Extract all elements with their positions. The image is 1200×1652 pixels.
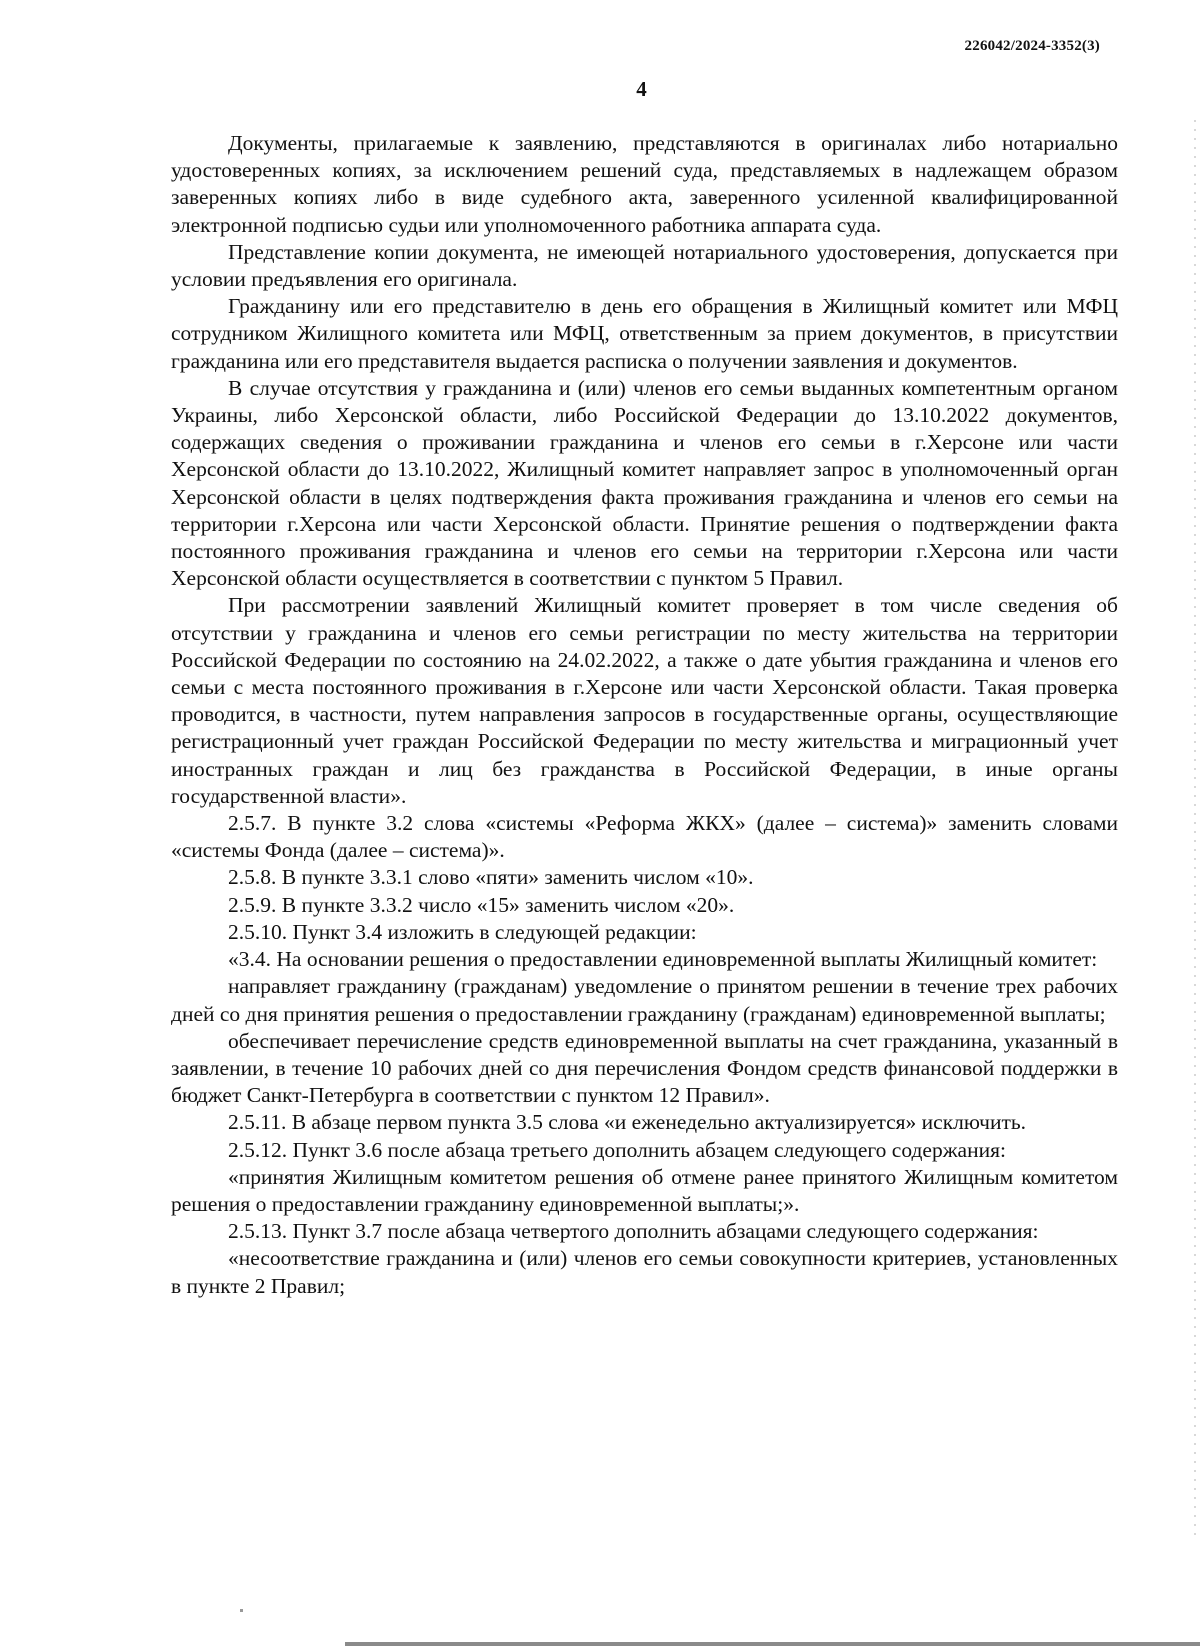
paragraph: 2.5.10. Пункт 3.4 изложить в следующей редакции: (228, 919, 697, 944)
scan-dot-artifact (240, 1609, 243, 1612)
paragraph: направляет гражданину (гражданам) уведомление о принятом решении в течение трех рабочих дней со дня принятия решения о предоставлении гражданину (гражданам) единовременной выплаты; (171, 974, 1118, 1026)
paragraph: 2.5.9. В пункте 3.3.2 число «15» заменить числом «20». (228, 892, 735, 917)
paragraph: «3.4. На основании решения о предоставлении единовременной выплаты Жилищный комитет: (228, 947, 1098, 972)
document-number: 226042/2024-3352(3) (964, 38, 1100, 54)
paragraph: Гражданину или его представителю в день его обращения в Жилищный комитет или МФЦ сотрудником Жилищного комитета или МФЦ, ответственным за прием документов, в присутствии гражданина или его представителя выдается расписка о получении заявления и документов. (171, 294, 1118, 373)
scan-edge-artifact (1194, 120, 1196, 1540)
paragraph: Представление копии документа, не имеющей нотариального удостоверения, допускается при условии предъявления его оригинала. (171, 239, 1118, 292)
paragraph: обеспечивает перечисление средств единовременной выплаты на счет гражданина, указанный в заявлении, в течение 10 рабочих дней со дня перечисления Фондом средств финансовой поддержки в бюджет Санкт-Петербурга в соответствии с пунктом 12 Правил». (171, 1028, 1118, 1108)
paragraph: При рассмотрении заявлений Жилищный комитет проверяет в том числе сведения об отсутствии у гражданина и членов его семьи регистрации по месту жительства на территории Российской Федерации по состоянию на 24.02.2022, а также о дате убытия гражданина и членов его семьи с места постоянного проживания в г.Херсоне или части Херсонской области. Такая проверка проводится, в частности, путем направления запросов в государственные органы, осуществляющие регистрационный учет граждан Российской Федерации по месту жительства и миграционный учет иностранных граждан и лиц без гражданства в Российской Федерации, в иные органы государственной власти». (171, 593, 1118, 808)
paragraph: В случае отсутствия у гражданина и (или) членов его семьи выданных компетентным органом Украины, либо Херсонской области, либо Российской Федерации до 13.10.2022 документов, содержащих сведения о проживании гражданина и членов его семьи в г.Херсоне или части Херсонской области до 13.10.2022, Жилищный комитет направляет запрос в уполномоченный орган Херсонской области в целях подтверждения факта проживания гражданина и членов его семьи на территории г.Херсона или части Херсонской области. Принятие решения о подтверждении факта постоянного проживания гражданина и членов его семьи на территории г.Херсона или части Херсонской области осуществляется в соответствии с пунктом 5 Правил. (171, 375, 1118, 591)
paragraph: «несоответствие гражданина и (или) членов его семьи совокупности критериев, установленных в пункте 2 Правил; (171, 1246, 1118, 1298)
paragraph: 2.5.8. В пункте 3.3.1 слово «пяти» заменить числом «10». (228, 865, 754, 890)
paragraph: «принятия Жилищным комитетом решения об отмене ранее принятого Жилищным комитетом решения о предоставлении гражданину единовременной выплаты;». (171, 1164, 1118, 1216)
paragraph: 2.5.13. Пункт 3.7 после абзаца четвертого дополнить абзацами следующего содержания: (228, 1219, 1039, 1244)
page-number: 4 (636, 77, 647, 101)
paragraph: 2.5.7. В пункте 3.2 слова «системы «Реформа ЖКХ» (далее – система)» заменить словами «системы Фонда (далее – система)». (171, 811, 1118, 863)
paragraph: Документы, прилагаемые к заявлению, представляются в оригиналах либо нотариально удостоверенных копиях, за исключением решений суда, представляемых в надлежащем образом заверенных копиях либо в виде судебного акта, заверенного усиленной квалифицированной электронной подписью судьи или уполномоченного работника аппарата суда. (171, 131, 1118, 237)
scan-bottom-edge (345, 1642, 1200, 1646)
paragraph: 2.5.11. В абзаце первом пункта 3.5 слова «и еженедельно актуализируется» исключить. (228, 1110, 1027, 1135)
document-body (171, 130, 1118, 1300)
paragraph: 2.5.12. Пункт 3.6 после абзаца третьего дополнить абзацем следующего содержания: (228, 1137, 1006, 1162)
